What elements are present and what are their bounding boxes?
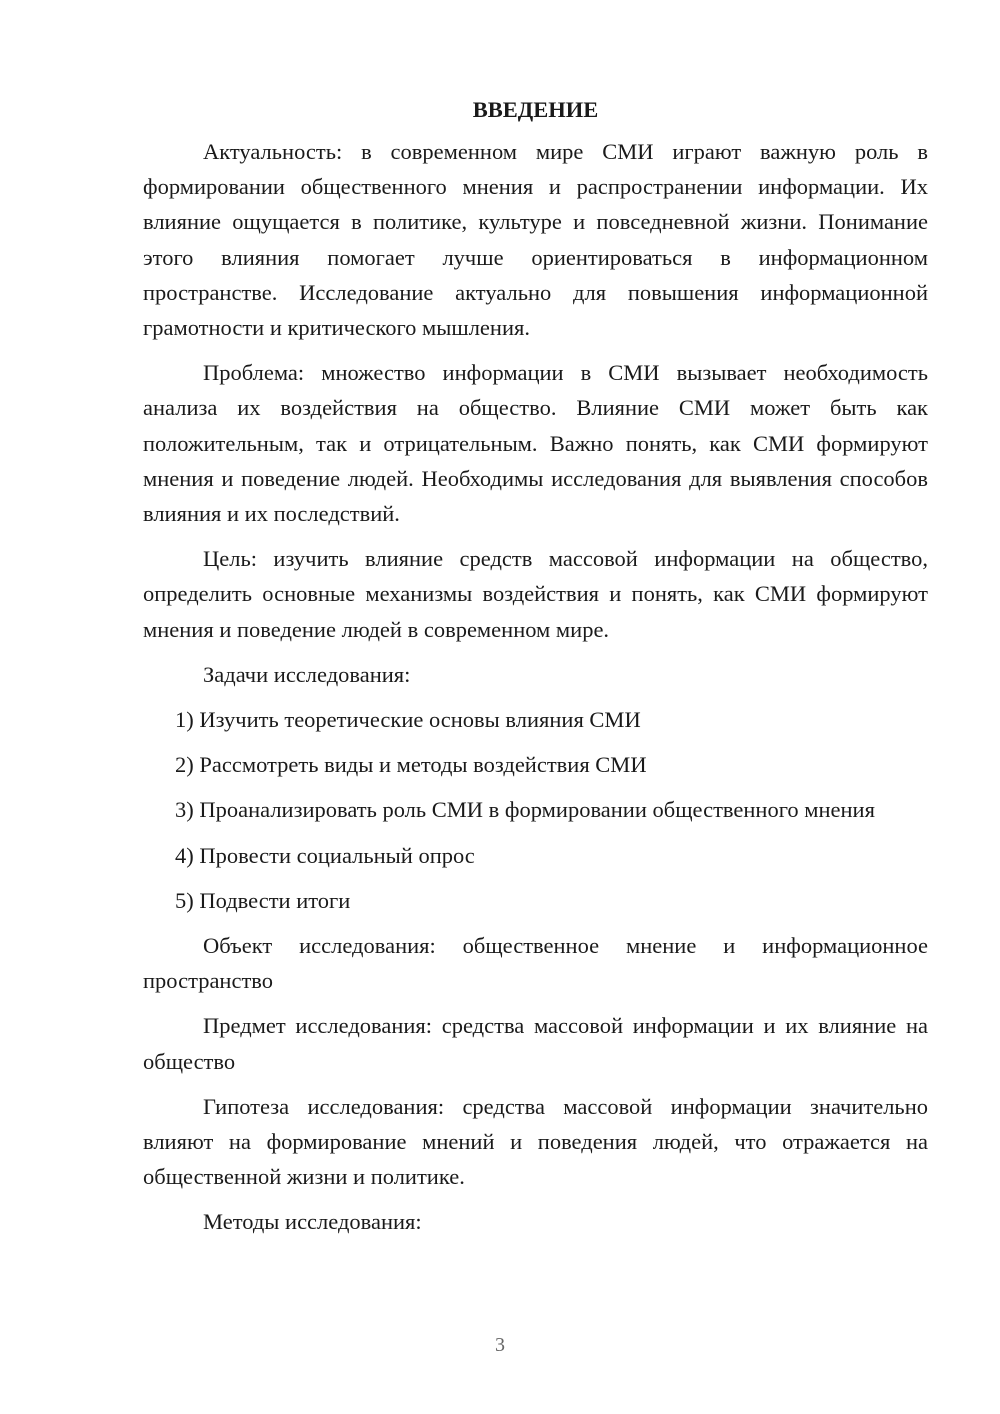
paragraph-tasks-heading: Задачи исследования: — [203, 661, 411, 687]
task-item-5: 5) Подвести итоги — [175, 887, 351, 913]
paragraph-relevance: Актуальность: в современном мире СМИ играют важную роль в формировании общественного мнения и распространении информации. Их влияние ощущается в политике, культуре и повседневной жизни. Понимание этого влияния помогает лучше ориентироваться в информационном пространстве. Исследование актуально для повышения информационной грамотности и критического мышления. — [143, 139, 928, 341]
paragraph-subject: Предмет исследования: средства массовой информации и их влияние на общество — [143, 1013, 928, 1074]
paragraph-hypothesis: Гипотеза исследования: средства массовой информации значительно влияют на формирование мнений и поведения людей, что отражается на общественной жизни и политике. — [143, 1093, 928, 1190]
task-item-1: 1) Изучить теоретические основы влияния СМИ — [175, 707, 641, 733]
task-item-4: 4) Провести социальный опрос — [175, 842, 475, 868]
task-item-3: 3) Проанализировать роль СМИ в формировании общественного мнения — [175, 797, 875, 823]
section-title: ВВЕДЕНИЕ — [472, 97, 599, 122]
page-number: 3 — [495, 1334, 505, 1356]
task-item-2: 2) Рассмотреть виды и методы воздействия СМИ — [175, 752, 647, 778]
page-content — [143, 92, 928, 1250]
paragraph-object: Объект исследования: общественное мнение и информационное пространство — [143, 933, 928, 994]
paragraph-methods-heading: Методы исследования: — [203, 1209, 422, 1235]
paragraph-problem: Проблема: множество информации в СМИ вызывает необходимость анализа их воздействия на общество. Влияние СМИ может быть как положительным, так и отрицательным. Важно понять, как СМИ формируют мнения и поведение людей. Необходимы исследования для выявления способов влияния и их последствий. — [143, 360, 928, 527]
paragraph-goal: Цель: изучить влияние средств массовой информации на общество, определить основные механизмы воздействия и понять, как СМИ формируют мнения и поведение людей в современном мире. — [143, 546, 928, 642]
